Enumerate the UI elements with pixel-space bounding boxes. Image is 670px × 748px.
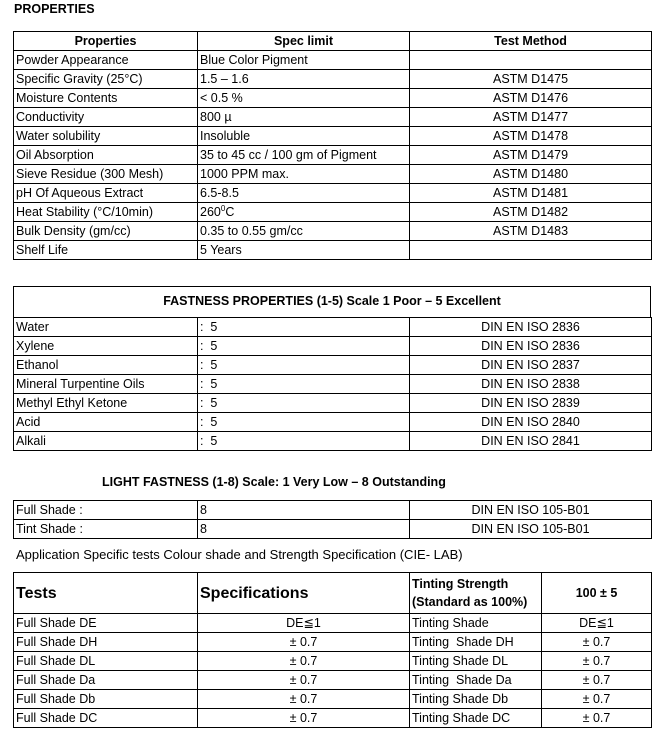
fastness-value: : 5 bbox=[198, 394, 410, 413]
tint-value: DE≦1 bbox=[542, 614, 652, 633]
table-row bbox=[14, 394, 652, 413]
table-row bbox=[14, 222, 652, 241]
property-method: ASTM D1476 bbox=[410, 89, 652, 108]
table-row bbox=[14, 108, 652, 127]
fastness-method: DIN EN ISO 2841 bbox=[410, 432, 652, 451]
fastness-method: DIN EN ISO 2836 bbox=[410, 318, 652, 337]
test-name: Full Shade DH bbox=[14, 633, 198, 652]
fastness-method: DIN EN ISO 2836 bbox=[410, 337, 652, 356]
light-fastness-method: DIN EN ISO 105-B01 bbox=[410, 501, 652, 520]
property-method: ASTM D1478 bbox=[410, 127, 652, 146]
fastness-name: Methyl Ethyl Ketone bbox=[14, 394, 198, 413]
property-spec: Insoluble bbox=[198, 127, 410, 146]
tinting-strength-line2: (Standard as 100%) bbox=[412, 595, 528, 609]
property-name: Bulk Density (gm/cc) bbox=[14, 222, 198, 241]
tint-value: ± 0.7 bbox=[542, 652, 652, 671]
test-spec: ± 0.7 bbox=[198, 690, 410, 709]
fastness-value: : 5 bbox=[198, 432, 410, 451]
table-row bbox=[14, 337, 652, 356]
property-spec: 1000 PPM max. bbox=[198, 165, 410, 184]
property-spec: 5 Years bbox=[198, 241, 410, 260]
property-name: Water solubility bbox=[14, 127, 198, 146]
light-fastness-title: LIGHT FASTNESS (1-8) Scale: 1 Very Low – 8 Outstanding bbox=[102, 475, 446, 489]
fastness-name: Mineral Turpentine Oils bbox=[14, 375, 198, 394]
property-method: ASTM D1480 bbox=[410, 165, 652, 184]
light-fastness-name: Tint Shade : bbox=[14, 520, 198, 539]
tint-value: ± 0.7 bbox=[542, 671, 652, 690]
table-row bbox=[14, 165, 652, 184]
property-name: Sieve Residue (300 Mesh) bbox=[14, 165, 198, 184]
table-row bbox=[14, 375, 652, 394]
property-method: ASTM D1477 bbox=[410, 108, 652, 127]
table-row bbox=[14, 89, 652, 108]
property-name: Moisture Contents bbox=[14, 89, 198, 108]
tint-name: Tinting Shade Da bbox=[410, 671, 542, 690]
fastness-value: : 5 bbox=[198, 318, 410, 337]
light-fastness-table bbox=[13, 500, 652, 539]
property-spec: 6.5-8.5 bbox=[198, 184, 410, 203]
property-spec: 800 µ bbox=[198, 108, 410, 127]
test-name: Full Shade Db bbox=[14, 690, 198, 709]
table-row bbox=[14, 413, 652, 432]
fastness-name: Ethanol bbox=[14, 356, 198, 375]
table-row bbox=[14, 184, 652, 203]
tinting-strength-line1: Tinting Strength bbox=[412, 577, 509, 591]
test-name: Full Shade DC bbox=[14, 709, 198, 728]
tinting-strength-header bbox=[410, 573, 542, 614]
test-name: Full Shade DL bbox=[14, 652, 198, 671]
test-name: Full Shade Da bbox=[14, 671, 198, 690]
fastness-name: Alkali bbox=[14, 432, 198, 451]
tests-header: Tests bbox=[14, 573, 198, 614]
table-row bbox=[14, 241, 652, 260]
spec-base: 260 bbox=[200, 204, 221, 219]
fastness-value: : 5 bbox=[198, 375, 410, 394]
property-method bbox=[410, 51, 652, 70]
property-name: Powder Appearance bbox=[14, 51, 198, 70]
tint-name: Tinting Shade bbox=[410, 614, 542, 633]
light-fastness-value: 8 bbox=[198, 501, 410, 520]
test-spec: ± 0.7 bbox=[198, 652, 410, 671]
properties-header-row bbox=[14, 32, 652, 51]
fastness-method: DIN EN ISO 2837 bbox=[410, 356, 652, 375]
table-row bbox=[14, 520, 652, 539]
property-method: ASTM D1479 bbox=[410, 146, 652, 165]
light-fastness-name: Full Shade : bbox=[14, 501, 198, 520]
spec-degree-sup: 0 bbox=[220, 203, 226, 213]
fastness-table bbox=[13, 317, 652, 451]
table-row bbox=[14, 318, 652, 337]
specifications-header: Specifications bbox=[198, 573, 410, 614]
table-row bbox=[14, 690, 652, 709]
table-row bbox=[14, 652, 652, 671]
application-header-row bbox=[14, 573, 652, 614]
test-method-header: Test Method bbox=[410, 32, 652, 51]
table-row bbox=[14, 614, 652, 633]
property-method: ASTM D1475 bbox=[410, 70, 652, 89]
property-method: ASTM D1483 bbox=[410, 222, 652, 241]
property-spec: 1.5 – 1.6 bbox=[198, 70, 410, 89]
property-spec: Blue Color Pigment bbox=[198, 51, 410, 70]
tint-name: Tinting Shade Db bbox=[410, 690, 542, 709]
spec-limit-header: Spec limit bbox=[198, 32, 410, 51]
property-spec: 35 to 45 cc / 100 gm of Pigment bbox=[198, 146, 410, 165]
property-name: pH Of Aqueous Extract bbox=[14, 184, 198, 203]
table-row bbox=[14, 356, 652, 375]
tinting-value-header: 100 ± 5 bbox=[542, 573, 652, 614]
property-spec bbox=[198, 203, 410, 222]
page-title: PROPERTIES bbox=[14, 2, 95, 16]
fastness-value: : 5 bbox=[198, 337, 410, 356]
property-method bbox=[410, 241, 652, 260]
table-row bbox=[14, 203, 652, 222]
fastness-name: Water bbox=[14, 318, 198, 337]
fastness-value: : 5 bbox=[198, 356, 410, 375]
fastness-name: Acid bbox=[14, 413, 198, 432]
property-spec: < 0.5 % bbox=[198, 89, 410, 108]
property-method: ASTM D1481 bbox=[410, 184, 652, 203]
table-row bbox=[14, 709, 652, 728]
table-row bbox=[14, 501, 652, 520]
spec-unit: C bbox=[225, 204, 235, 219]
fastness-method: DIN EN ISO 2840 bbox=[410, 413, 652, 432]
table-row bbox=[14, 633, 652, 652]
properties-header: Properties bbox=[14, 32, 198, 51]
fastness-title: FASTNESS PROPERTIES (1-5) Scale 1 Poor – 5 Excellent bbox=[163, 294, 501, 308]
property-name: Heat Stability (°C/10min) bbox=[14, 203, 198, 222]
application-table bbox=[13, 572, 652, 728]
tint-name: Tinting Shade DH bbox=[410, 633, 542, 652]
table-row bbox=[14, 127, 652, 146]
table-row bbox=[14, 51, 652, 70]
property-name: Oil Absorption bbox=[14, 146, 198, 165]
properties-table bbox=[13, 31, 652, 260]
table-row bbox=[14, 432, 652, 451]
table-row bbox=[14, 146, 652, 165]
table-row bbox=[14, 70, 652, 89]
test-name: Full Shade DE bbox=[14, 614, 198, 633]
property-spec: 0.35 to 0.55 gm/cc bbox=[198, 222, 410, 241]
fastness-method: DIN EN ISO 2838 bbox=[410, 375, 652, 394]
fastness-method: DIN EN ISO 2839 bbox=[410, 394, 652, 413]
test-spec: ± 0.7 bbox=[198, 633, 410, 652]
light-fastness-method: DIN EN ISO 105-B01 bbox=[410, 520, 652, 539]
fastness-title-box bbox=[13, 286, 651, 317]
property-name: Specific Gravity (25°C) bbox=[14, 70, 198, 89]
property-method: ASTM D1482 bbox=[410, 203, 652, 222]
test-spec: DE≦1 bbox=[198, 614, 410, 633]
property-name: Shelf Life bbox=[14, 241, 198, 260]
table-row bbox=[14, 671, 652, 690]
tint-value: ± 0.7 bbox=[542, 690, 652, 709]
property-name: Conductivity bbox=[14, 108, 198, 127]
tint-name: Tinting Shade DC bbox=[410, 709, 542, 728]
fastness-value: : 5 bbox=[198, 413, 410, 432]
test-spec: ± 0.7 bbox=[198, 671, 410, 690]
tint-value: ± 0.7 bbox=[542, 709, 652, 728]
test-spec: ± 0.7 bbox=[198, 709, 410, 728]
tint-value: ± 0.7 bbox=[542, 633, 652, 652]
tint-name: Tinting Shade DL bbox=[410, 652, 542, 671]
application-caption: Application Specific tests Colour shade and Strength Specification (CIE- LAB) bbox=[16, 547, 463, 562]
light-fastness-value: 8 bbox=[198, 520, 410, 539]
fastness-name: Xylene bbox=[14, 337, 198, 356]
